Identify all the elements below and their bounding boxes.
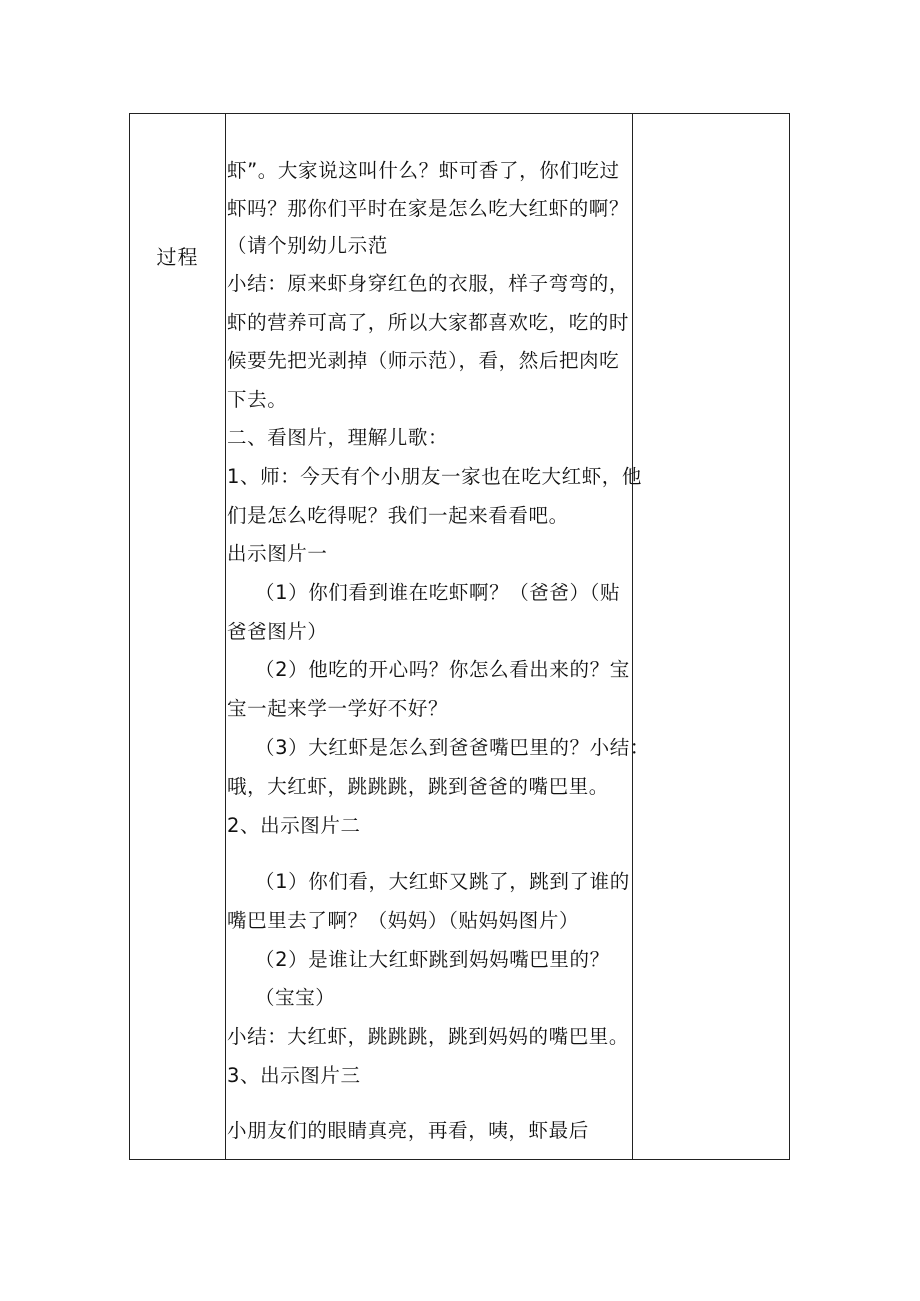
content-line: 嘴巴里去了啊？（妈妈）（贴妈妈图片） bbox=[227, 909, 580, 932]
content-line: 们是怎么吃得呢？我们一起来看看吧。 bbox=[227, 504, 569, 527]
content-line: （宝宝） bbox=[255, 986, 336, 1009]
content-line: 虾的营养可高了，所以大家都喜欢吃，吃的时 bbox=[227, 311, 630, 334]
content-line: （1）你们看到谁在吃虾啊？（爸爸）（贴 bbox=[255, 581, 621, 604]
notes-cell bbox=[633, 114, 789, 1159]
content-line: （请个别幼儿示范 bbox=[227, 234, 388, 257]
content-line: 3、出示图片三 bbox=[227, 1064, 361, 1087]
content-line: 小结：大红虾，跳跳跳，跳到妈妈的嘴巴里。 bbox=[227, 1025, 630, 1048]
content-line: 虾”。大家说这叫什么？虾可香了，你们吃过 bbox=[227, 159, 620, 182]
content-line: 1、师：今天有个小朋友一家也在吃大红虾，他 bbox=[227, 465, 643, 488]
content-line: 小朋友们的眼睛真亮，再看，咦，虾最后 bbox=[227, 1119, 589, 1142]
content-line: 二、看图片，理解儿歌： bbox=[227, 426, 449, 449]
stage-label: 过程 bbox=[156, 245, 199, 269]
content-line: （2）他吃的开心吗？你怎么看出来的？宝 bbox=[255, 658, 630, 681]
lesson-plan-table bbox=[129, 113, 790, 1160]
content-line: 爸爸图片） bbox=[227, 620, 328, 643]
content-line: 2、出示图片二 bbox=[227, 814, 361, 837]
content-line: （2）是谁让大红虾跳到妈妈嘴巴里的？ bbox=[255, 948, 610, 971]
lesson-content-cell bbox=[227, 114, 650, 1159]
content-line: 小结：原来虾身穿红色的衣服，样子弯弯的， bbox=[227, 272, 630, 295]
content-line: （1）你们看，大红虾又跳了，跳到了谁的 bbox=[255, 870, 630, 893]
content-line: 宝一起来学一学好不好？ bbox=[227, 697, 449, 720]
content-line: 候要先把光剥掉（师示范），看，然后把肉吃 bbox=[227, 349, 620, 372]
content-line: （3）大红虾是怎么到爸爸嘴巴里的？小结： bbox=[255, 736, 650, 759]
content-line: 出示图片一 bbox=[227, 542, 328, 565]
column-divider-1 bbox=[225, 114, 226, 1159]
content-line: 虾吗？那你们平时在家是怎么吃大红虾的啊？ bbox=[227, 197, 630, 220]
content-line: 下去。 bbox=[227, 388, 288, 411]
content-line: 哦，大红虾，跳跳跳，跳到爸爸的嘴巴里。 bbox=[227, 775, 609, 798]
